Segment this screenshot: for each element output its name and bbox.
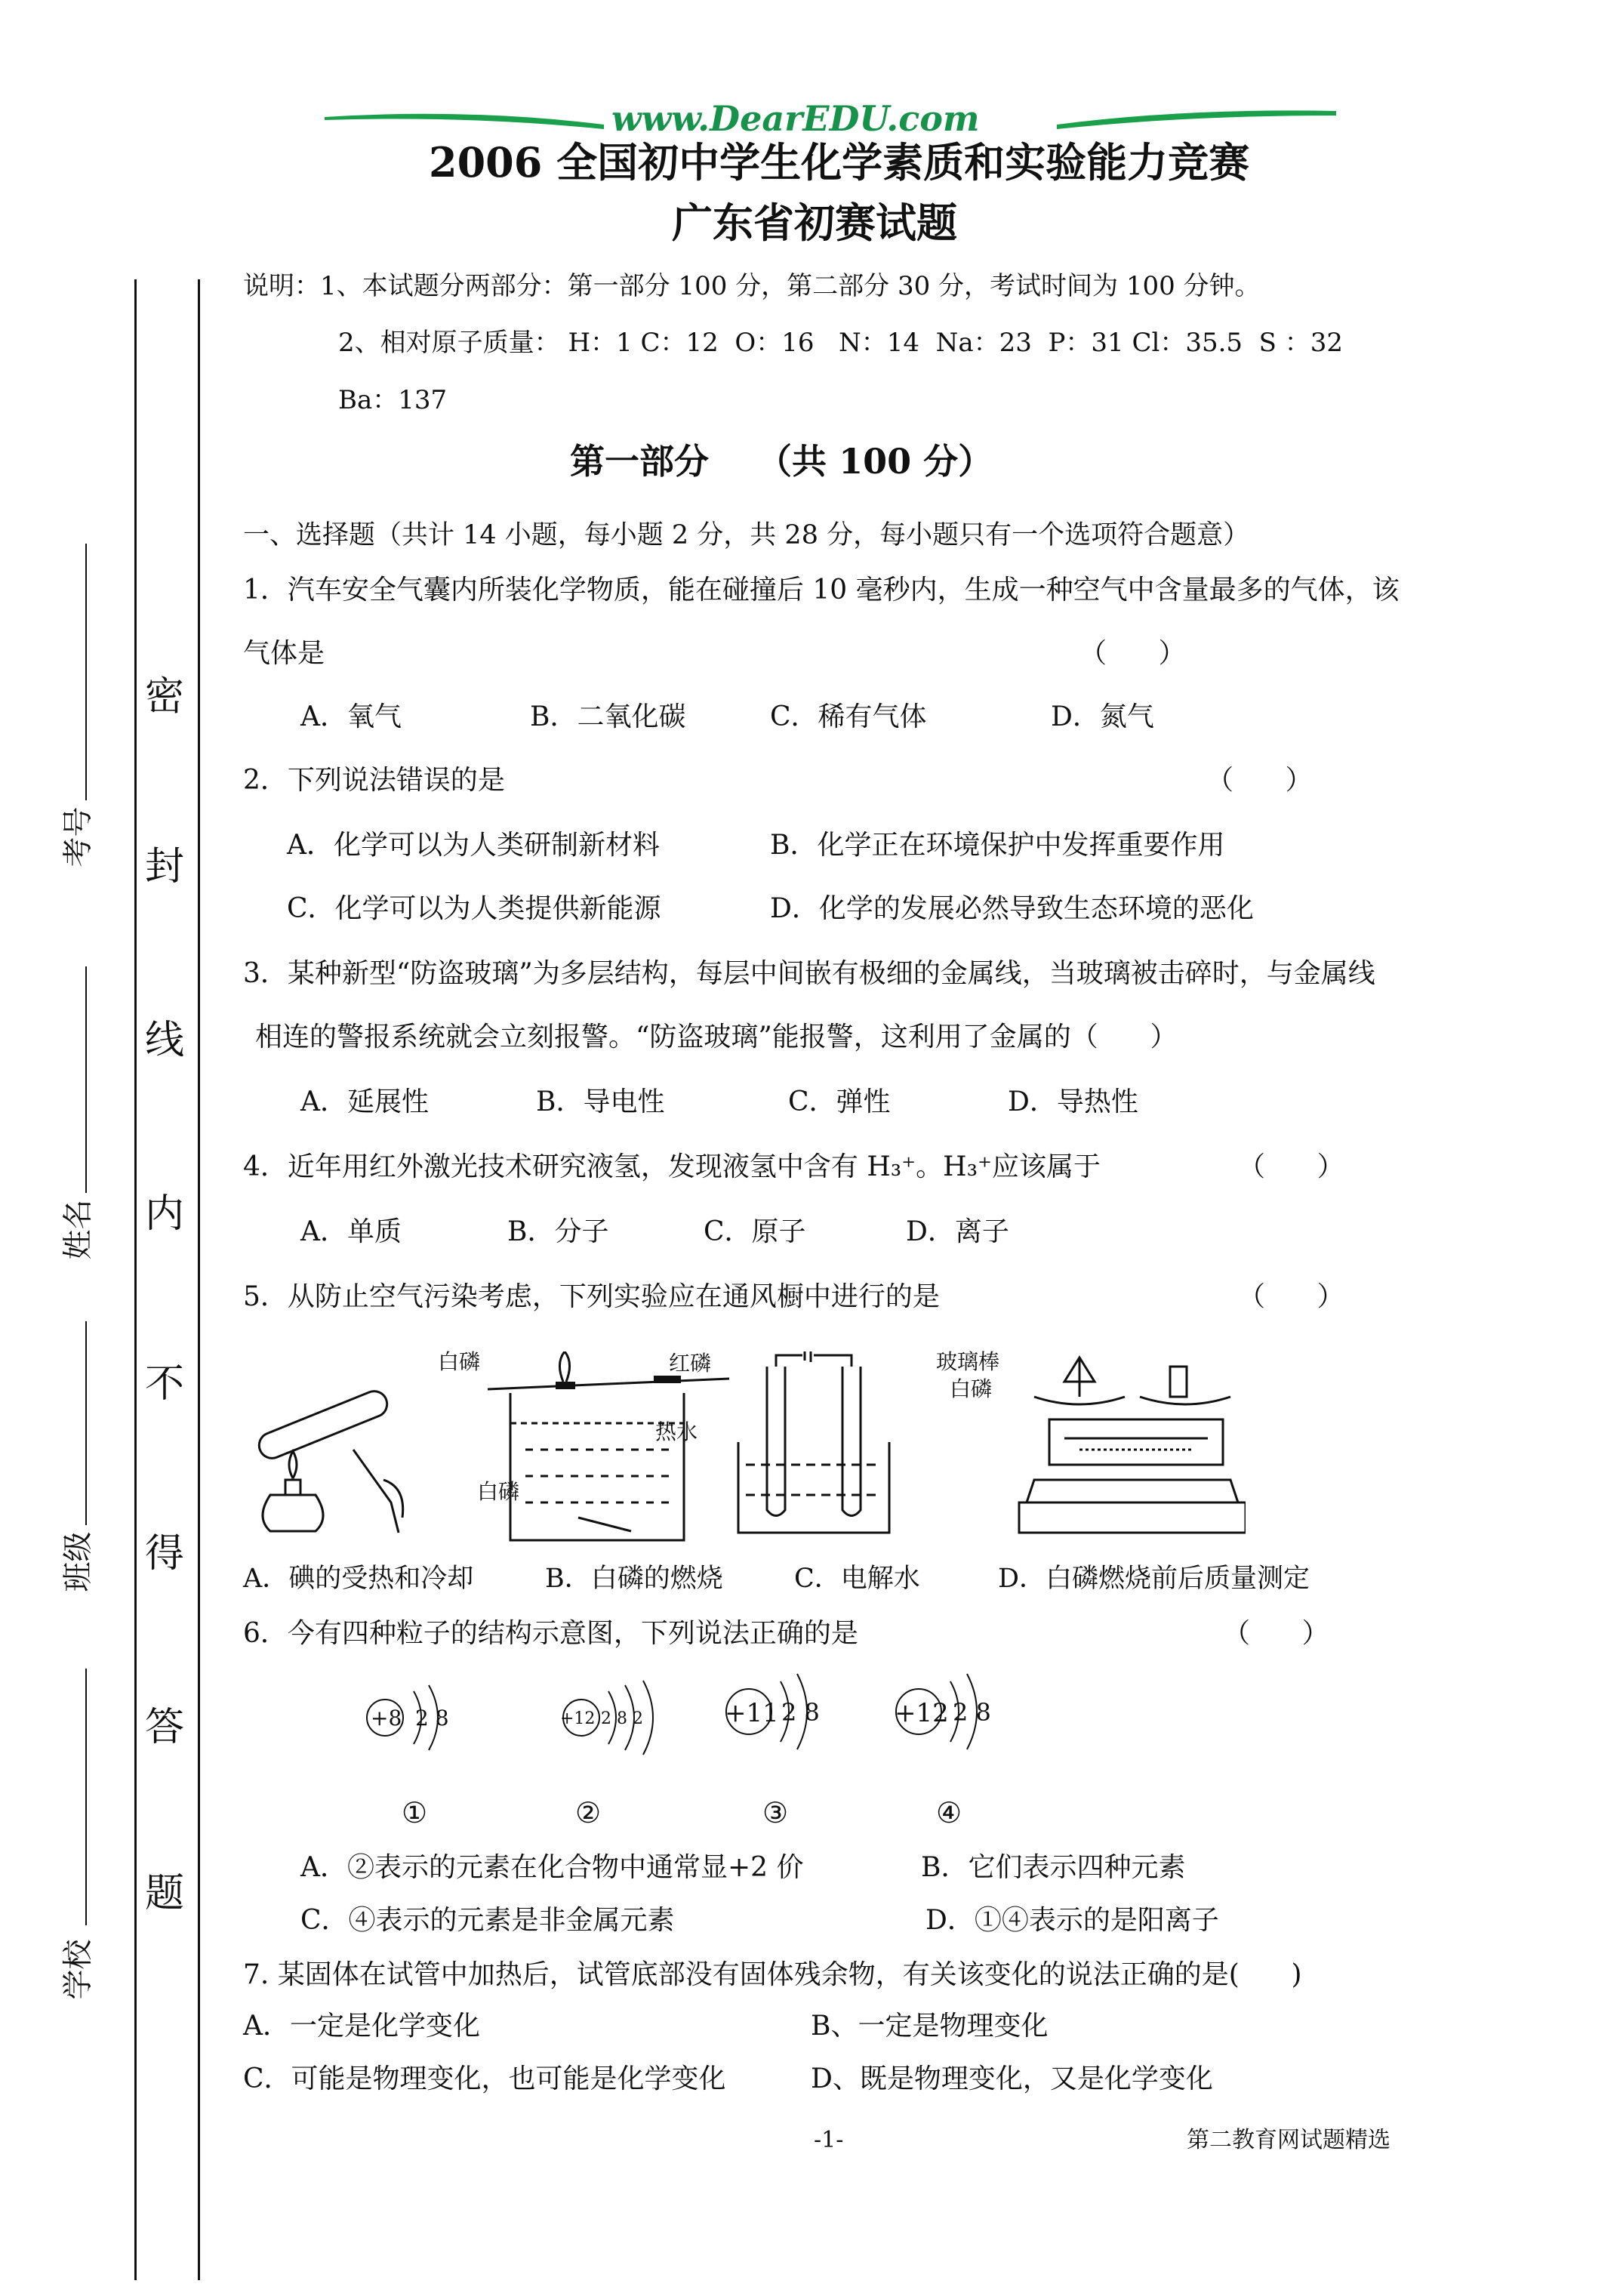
- fig-label-honglin: 红磷: [669, 1351, 712, 1376]
- q2-text: 2．下列说法错误的是: [243, 765, 505, 796]
- fig-label-bailin: 白磷: [438, 1349, 481, 1374]
- q4-option-c: C．原子: [704, 1216, 806, 1247]
- q3-option-a: A．延展性: [300, 1086, 429, 1117]
- atom-1-number: ①: [402, 1796, 428, 1829]
- xuexiao-blank: [85, 1669, 87, 1925]
- note-line-2: 2、相对原子质量： H：1 C：12 O：16 N：14 Na：23 P：31 Cl：35.5 S ：32: [338, 328, 1344, 358]
- q4-option-a: A．单质: [300, 1216, 402, 1247]
- q5-option-d: D．白磷燃烧前后质量测定: [998, 1564, 1310, 1594]
- q1-option-b: B．二氧化碳: [530, 701, 686, 732]
- q5-option-b: B．白磷的燃烧: [545, 1564, 723, 1594]
- section1-title: 一、选择题（共计 14 小题，每小题 2 分，共 28 分，每小题只有一个选项符合题意）: [243, 520, 1250, 550]
- binding-line-left: [134, 279, 137, 2280]
- atom-3-nucleus: +11: [725, 1698, 779, 1728]
- q5-text: 5．从防止空气污染考虑，下列实验应在通风橱中进行的是: [243, 1281, 940, 1312]
- banji-blank: [85, 1321, 87, 1525]
- q3-option-c: C．弹性: [788, 1086, 891, 1117]
- fig-label-reshui: 热水: [655, 1419, 698, 1444]
- q3-option-d: D．导热性: [1008, 1086, 1138, 1117]
- q4-option-b: B．分子: [507, 1216, 609, 1247]
- note-line-3: Ba：137: [338, 385, 448, 415]
- atom-2-number: ②: [575, 1796, 602, 1829]
- q4-text: 4．近年用红外激光技术研究液氢，发现液氢中含有 H₃⁺。H₃⁺应该属于: [243, 1151, 1101, 1182]
- xuexiao-label: 学校: [60, 1939, 96, 2000]
- q2-option-c: C．化学可以为人类提供新能源: [287, 893, 661, 924]
- binding-char: 内: [145, 1191, 185, 1237]
- q3-option-b: B．导电性: [536, 1086, 665, 1117]
- figure-phosphorus-burning: [480, 1351, 737, 1548]
- q2-paren: （ ）: [1206, 765, 1313, 796]
- part1-title: 第一部分 （共 100 分）: [570, 441, 993, 482]
- binding-char: 不: [145, 1361, 185, 1407]
- page-title: 2006 全国初中学生化学素质和实验能力竞赛: [429, 138, 1250, 186]
- q1-text-2: 气体是: [243, 638, 325, 669]
- site-logo: www.DearEDU.com: [611, 98, 980, 139]
- atom-2-shells: 2 8 2: [601, 1709, 643, 1728]
- q7-option-b: B、一定是物理变化: [811, 2011, 1049, 2042]
- kaohao-label: 考号: [60, 806, 96, 868]
- atom-3-shells: 2 8: [781, 1698, 820, 1727]
- binding-char: 答: [145, 1705, 185, 1750]
- q4-paren: （ ）: [1238, 1151, 1344, 1182]
- binding-line-right: [198, 279, 200, 2280]
- q7-option-c: C．可能是物理变化，也可能是化学变化: [243, 2063, 726, 2094]
- page-subtitle: 广东省初赛试题: [672, 199, 957, 247]
- q2-option-b: B．化学正在环境保护中发挥重要作用: [770, 830, 1225, 861]
- q1-option-c: C．稀有气体: [770, 701, 927, 732]
- q3-text-2: 相连的警报系统就会立刻报警。“防盗玻璃”能报警，这利用了金属的（ ）: [255, 1022, 1178, 1052]
- figure-iodine-heating: [240, 1367, 421, 1540]
- q1-option-d: D．氮气: [1051, 701, 1154, 732]
- q1-option-a: A．氧气: [300, 701, 402, 732]
- q4-option-d: D．离子: [906, 1216, 1009, 1247]
- atom-1-nucleus: +8: [371, 1706, 402, 1730]
- q6-text: 6．今有四种粒子的结构示意图，下列说法正确的是: [243, 1618, 858, 1649]
- kaohao-blank: [85, 544, 87, 800]
- xingming-blank: [85, 966, 87, 1193]
- binding-char: 密: [145, 674, 185, 720]
- q3-text-1: 3．某种新型“防盗玻璃”为多层结构，每层中间嵌有极细的金属线，当玻璃被击碎时，与金属线: [243, 958, 1375, 989]
- banji-label: 班级: [60, 1531, 96, 1592]
- binding-char: 得: [145, 1531, 185, 1576]
- note-line-1: 说明：1、本试题分两部分：第一部分 100 分，第二部分 30 分，考试时间为 100 分钟。: [243, 271, 1261, 301]
- fig-label-boli: 玻璃棒: [936, 1349, 1000, 1374]
- atom-4-nucleus: +12: [895, 1698, 949, 1728]
- q7-option-a: A．一定是化学变化: [243, 2011, 480, 2042]
- q1-text-1: 1．汽车安全气囊内所装化学物质，能在碰撞后 10 毫秒内，生成一种空气中含量最多的气体，该: [243, 575, 1400, 606]
- q5-option-a: A．碘的受热和冷却: [243, 1564, 474, 1594]
- q6-option-b: B．它们表示四种元素: [921, 1852, 1186, 1883]
- binding-char: 线: [145, 1018, 185, 1063]
- q5-option-c: C．电解水: [794, 1564, 920, 1594]
- q7-option-d: D、既是物理变化，又是化学变化: [811, 2063, 1213, 2094]
- q6-option-c: C．④表示的元素是非金属元素: [300, 1905, 675, 1936]
- q1-paren: （ ）: [1079, 638, 1186, 669]
- figure-balance: [1004, 1351, 1246, 1540]
- q6-option-a: A．②表示的元素在化合物中通常显+2 价: [300, 1852, 804, 1883]
- atom-2-nucleus: +12: [560, 1709, 596, 1728]
- xingming-label: 姓名: [60, 1199, 96, 1260]
- binding-char: 封: [145, 844, 185, 889]
- atom-4-number: ④: [936, 1796, 962, 1829]
- binding-char: 题: [145, 1871, 185, 1916]
- atom-1-shells: 2 8: [415, 1706, 449, 1730]
- q2-option-a: A．化学可以为人类研制新材料: [287, 830, 660, 861]
- atom-4-shells: 2 8: [953, 1698, 991, 1727]
- q6-paren: （ ）: [1223, 1618, 1329, 1649]
- figure-electrolysis: [731, 1351, 897, 1540]
- atom-3-number: ③: [762, 1796, 789, 1829]
- fig-label-bailin2: 白磷: [477, 1479, 520, 1504]
- q6-option-d: D．①④表示的是阳离子: [925, 1905, 1219, 1936]
- footer-source: 第二教育网试题精选: [1187, 2127, 1390, 2153]
- page-number: -1-: [814, 2127, 844, 2153]
- q7-text: 7. 某固体在试管中加热后，试管底部没有固体残余物，有关该变化的说法正确的是( ): [243, 1959, 1302, 1990]
- fig-label-bailin3: 白磷: [950, 1376, 993, 1401]
- q2-option-d: D．化学的发展必然导致生态环境的恶化: [770, 893, 1254, 924]
- q5-paren: （ ）: [1238, 1281, 1344, 1312]
